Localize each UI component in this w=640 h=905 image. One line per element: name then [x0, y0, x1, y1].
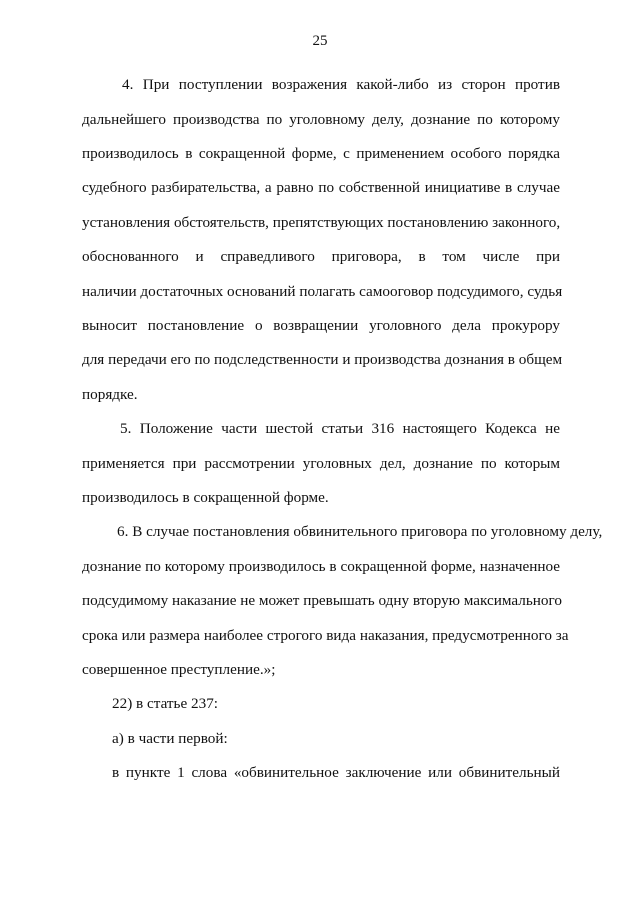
paragraph-line: производилось в сокращенной форме. — [82, 489, 329, 506]
paragraph-line: в пункте 1 слова «обвинительное заключение или обвинительный — [112, 764, 560, 781]
paragraph-line: а) в части первой: — [112, 730, 228, 747]
paragraph-line: наличии достаточных оснований полагать самооговор подсудимого, судья — [82, 283, 563, 300]
paragraph-line: дознание по которому производилось в сокращенной форме, назначенное — [82, 558, 560, 575]
page-number: 25 — [312, 33, 328, 49]
paragraph-line: обоснованного и справедливого приговора, в том числе при — [82, 248, 560, 265]
paragraph-line: 22) в статье 237: — [112, 695, 219, 712]
paragraph-line: для передачи его по подследственности и производства дознания в общем — [82, 351, 563, 368]
paragraph-line: 4. При поступлении возражения какой-либо из сторон против — [122, 76, 560, 93]
paragraph-line: порядке. — [82, 386, 138, 403]
paragraph-line: применяется при рассмотрении уголовных дел, дознание по которым — [82, 455, 560, 472]
paragraph-line: дальнейшего производства по уголовному делу, дознание по которому — [82, 111, 560, 128]
paragraph-line: 5. Положение части шестой статьи 316 настоящего Кодекса не — [120, 420, 560, 437]
paragraph-line: 6. В случае постановления обвинительного приговора по уголовному делу, — [117, 523, 603, 540]
paragraph-line: подсудимому наказание не может превышать одну вторую максимального — [82, 592, 562, 609]
paragraph-line: судебного разбирательства, а равно по собственной инициативе в случае — [82, 179, 560, 196]
paragraph-line: срока или размера наиболее строгого вида наказания, предусмотренного за — [82, 627, 569, 644]
paragraph-line: выносит постановление о возвращении уголовного дела прокурору — [82, 317, 560, 334]
paragraph-line: совершенное преступление.»; — [82, 661, 276, 678]
paragraph-line: производилось в сокращенной форме, с применением особого порядка — [82, 145, 560, 162]
paragraph-line: установления обстоятельств, препятствующих постановлению законного, — [82, 214, 561, 231]
